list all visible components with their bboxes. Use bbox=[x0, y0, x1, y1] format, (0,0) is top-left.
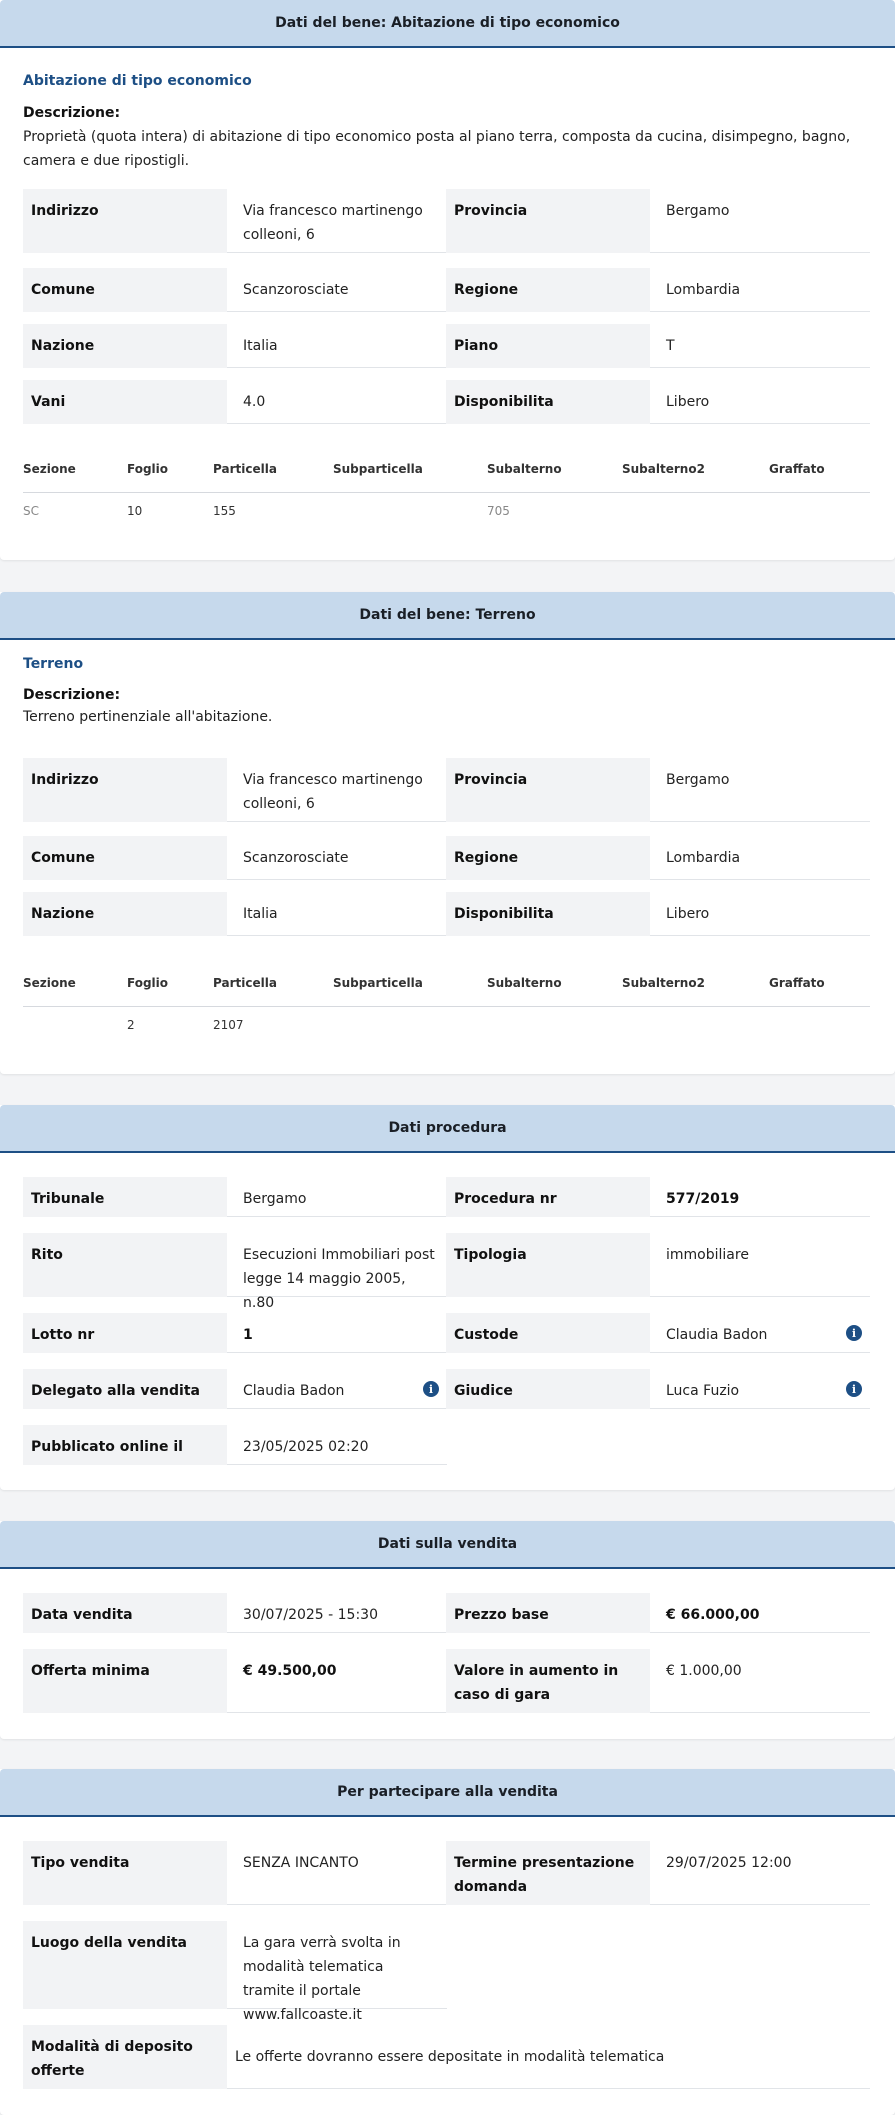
label-luogo: Luogo della vendita bbox=[23, 1921, 227, 2009]
catasto-header-foglio: Foglio bbox=[127, 976, 169, 990]
catasto-foglio: 10 bbox=[127, 504, 143, 518]
card-header-partecipare: Per partecipare alla vendita bbox=[0, 1769, 895, 1817]
catasto-header-graffato: Graffato bbox=[769, 976, 825, 990]
value-nazione: Italia bbox=[227, 892, 447, 936]
catasto-particella: 2107 bbox=[213, 1018, 244, 1032]
value-nazione: Italia bbox=[227, 324, 447, 368]
value-tipologia: immobiliare bbox=[650, 1233, 870, 1297]
value-provincia: Bergamo bbox=[650, 758, 870, 822]
abitazione-desc-text: Proprietà (quota intera) di abitazione di tipo economico posta al piano terra, composta da cucina, disimpegno, bagno, camera e due ripostigli. bbox=[23, 129, 851, 169]
label-delegato: Delegato alla vendita bbox=[23, 1369, 227, 1409]
value-provincia: Bergamo bbox=[650, 189, 870, 253]
value-tribunale: Bergamo bbox=[227, 1177, 447, 1217]
label-disponibilita: Disponibilita bbox=[446, 892, 650, 936]
catasto-particella: 155 bbox=[213, 504, 236, 518]
card-abitazione bbox=[0, 0, 895, 560]
label-piano: Piano bbox=[446, 324, 650, 368]
label-prezzo-base: Prezzo base bbox=[446, 1593, 650, 1633]
value-modalita: Le offerte dovranno essere depositate in modalità telematica bbox=[227, 2025, 870, 2089]
catasto-header-sezione: Sezione bbox=[23, 462, 76, 476]
catasto-divider bbox=[23, 1006, 870, 1007]
label-valore-aumento: Valore in aumento in caso di gara bbox=[446, 1649, 650, 1713]
catasto-foglio: 2 bbox=[127, 1018, 135, 1032]
value-rito: Esecuzioni Immobiliari post legge 14 maggio 2005, n.80 bbox=[227, 1233, 447, 1297]
giudice-info-icon[interactable]: i bbox=[846, 1381, 862, 1397]
card-header-abitazione: Dati del bene: Abitazione di tipo economico bbox=[0, 0, 895, 48]
value-disponibilita: Libero bbox=[650, 380, 870, 424]
catasto-header-subalterno: Subalterno bbox=[487, 976, 562, 990]
value-piano: T bbox=[650, 324, 870, 368]
value-indirizzo: Via francesco martinengo colleoni, 6 bbox=[227, 758, 447, 822]
catasto-header-foglio: Foglio bbox=[127, 462, 169, 476]
value-pubblicato: 23/05/2025 02:20 bbox=[227, 1425, 447, 1465]
value-vani: 4.0 bbox=[227, 380, 447, 424]
custode-info-icon[interactable]: i bbox=[846, 1325, 862, 1341]
delegato-info-icon[interactable]: i bbox=[423, 1381, 439, 1397]
catasto-header-particella: Particella bbox=[213, 462, 277, 476]
abitazione-subtitle: Abitazione di tipo economico bbox=[23, 73, 252, 89]
catasto-divider bbox=[23, 492, 870, 493]
label-procedura: Procedura nr bbox=[446, 1177, 650, 1217]
card-vendita bbox=[0, 1521, 895, 1739]
catasto-header-subparticella: Subparticella bbox=[333, 976, 423, 990]
catasto-header-particella: Particella bbox=[213, 976, 277, 990]
label-nazione: Nazione bbox=[23, 324, 227, 368]
card-header-procedura: Dati procedura bbox=[0, 1105, 895, 1153]
value-luogo: La gara verrà svolta in modalità telematica tramite il portale www.fallcoaste.it bbox=[227, 1921, 447, 2009]
catasto-header-subalterno2: Subalterno2 bbox=[622, 462, 705, 476]
value-giudice: Luca Fuzio bbox=[650, 1369, 870, 1409]
value-offerta-minima: € 49.500,00 bbox=[227, 1649, 447, 1713]
value-regione: Lombardia bbox=[650, 268, 870, 312]
value-indirizzo: Via francesco martinengo colleoni, 6 bbox=[227, 189, 447, 253]
value-disponibilita: Libero bbox=[650, 892, 870, 936]
catasto-header-subalterno: Subalterno bbox=[487, 462, 562, 476]
label-regione: Regione bbox=[446, 836, 650, 880]
catasto-sezione: SC bbox=[23, 504, 39, 518]
label-vani: Vani bbox=[23, 380, 227, 424]
label-indirizzo: Indirizzo bbox=[23, 189, 227, 253]
catasto-subalterno: 705 bbox=[487, 504, 510, 518]
value-custode: Claudia Badon bbox=[650, 1313, 870, 1353]
card-procedura bbox=[0, 1105, 895, 1490]
label-modalita: Modalità di deposito offerte bbox=[23, 2025, 227, 2089]
label-provincia: Provincia bbox=[446, 758, 650, 822]
catasto-header-subalterno2: Subalterno2 bbox=[622, 976, 705, 990]
terreno-desc-label: Descrizione: bbox=[23, 687, 121, 703]
label-termine: Termine presentazione domanda bbox=[446, 1841, 650, 1905]
label-tipo-vendita: Tipo vendita bbox=[23, 1841, 227, 1905]
label-custode: Custode bbox=[446, 1313, 650, 1353]
label-disponibilita: Disponibilita bbox=[446, 380, 650, 424]
label-tipologia: Tipologia bbox=[446, 1233, 650, 1297]
catasto-header-subparticella: Subparticella bbox=[333, 462, 423, 476]
card-header-terreno: Dati del bene: Terreno bbox=[0, 592, 895, 640]
label-provincia: Provincia bbox=[446, 189, 650, 253]
label-pubblicato: Pubblicato online il bbox=[23, 1425, 227, 1465]
card-terreno bbox=[0, 592, 895, 1074]
label-tribunale: Tribunale bbox=[23, 1177, 227, 1217]
value-valore-aumento: € 1.000,00 bbox=[650, 1649, 870, 1713]
catasto-header-sezione: Sezione bbox=[23, 976, 76, 990]
label-data-vendita: Data vendita bbox=[23, 1593, 227, 1633]
terreno-subtitle: Terreno bbox=[23, 656, 84, 672]
value-prezzo-base: € 66.000,00 bbox=[650, 1593, 870, 1633]
value-delegato: Claudia Badon bbox=[227, 1369, 447, 1409]
label-indirizzo: Indirizzo bbox=[23, 758, 227, 822]
card-partecipare bbox=[0, 1769, 895, 2115]
label-regione: Regione bbox=[446, 268, 650, 312]
label-lotto: Lotto nr bbox=[23, 1313, 227, 1353]
label-offerta-minima: Offerta minima bbox=[23, 1649, 227, 1713]
value-data-vendita: 30/07/2025 - 15:30 bbox=[227, 1593, 447, 1633]
value-procedura: 577/2019 bbox=[650, 1177, 870, 1217]
value-termine: 29/07/2025 12:00 bbox=[650, 1841, 870, 1905]
label-giudice: Giudice bbox=[446, 1369, 650, 1409]
label-comune: Comune bbox=[23, 836, 227, 880]
terreno-desc-text: Terreno pertinenziale all'abitazione. bbox=[23, 709, 273, 725]
label-rito: Rito bbox=[23, 1233, 227, 1297]
value-regione: Lombardia bbox=[650, 836, 870, 880]
value-comune: Scanzorosciate bbox=[227, 268, 447, 312]
catasto-header-graffato: Graffato bbox=[769, 462, 825, 476]
value-comune: Scanzorosciate bbox=[227, 836, 447, 880]
card-header-vendita: Dati sulla vendita bbox=[0, 1521, 895, 1569]
value-lotto: 1 bbox=[227, 1313, 447, 1353]
abitazione-desc-label: Descrizione: bbox=[23, 105, 121, 121]
label-nazione: Nazione bbox=[23, 892, 227, 936]
label-comune: Comune bbox=[23, 268, 227, 312]
value-tipo-vendita: SENZA INCANTO bbox=[227, 1841, 447, 1905]
